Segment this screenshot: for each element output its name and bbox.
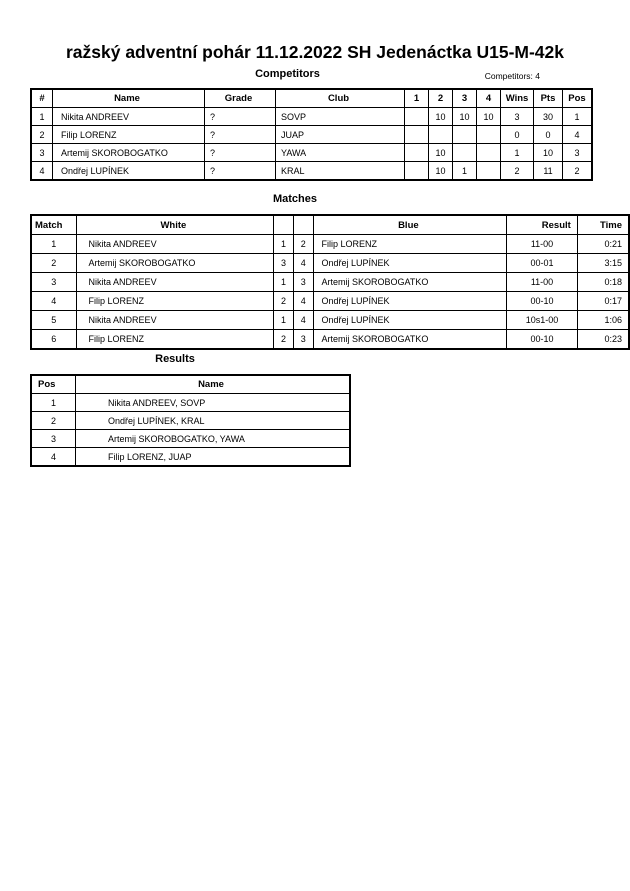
cell-name: Filip LORENZ, JUAP	[76, 448, 351, 467]
cell-seed-blue: 3	[293, 330, 313, 350]
table-row	[31, 292, 629, 311]
cell-name: Ondřej LUPÍNEK	[53, 162, 205, 181]
cell-name: Artemij SKOROBOGATKO	[53, 144, 205, 162]
results-table-head	[31, 375, 350, 394]
cell-match: 6	[31, 330, 76, 350]
cell-pts: 0	[534, 126, 563, 144]
cell-blue: Artemij SKOROBOGATKO	[313, 273, 507, 292]
cell-result: 00-01	[507, 254, 578, 273]
column-header-opp-2: 2	[429, 89, 453, 108]
cell-pts: 11	[534, 162, 563, 181]
column-header-pos: Pos	[31, 375, 76, 394]
column-header-seed-white	[274, 215, 294, 235]
cell-number: 4	[31, 162, 53, 181]
cell-opp-2: 10	[429, 144, 453, 162]
table-row	[31, 430, 350, 448]
cell-blue: Ondřej LUPÍNEK	[313, 292, 507, 311]
cell-result: 00-10	[507, 292, 578, 311]
cell-time: 0:18	[577, 273, 629, 292]
cell-grade: ?	[205, 108, 276, 126]
cell-seed-blue: 2	[293, 235, 313, 254]
competitors-count-label: Competitors: 4	[484, 71, 540, 81]
cell-white: Nikita ANDREEV	[76, 235, 274, 254]
cell-opp-3	[453, 126, 477, 144]
cell-match: 5	[31, 311, 76, 330]
cell-number: 2	[31, 126, 53, 144]
cell-pos: 1	[563, 108, 593, 126]
results-section-heading: Results	[155, 353, 195, 365]
cell-blue: Ondřej LUPÍNEK	[313, 311, 507, 330]
cell-result: 00-10	[507, 330, 578, 350]
table-header-row	[31, 89, 592, 108]
matches-table-head	[31, 215, 629, 235]
cell-opp-4	[477, 126, 501, 144]
results-table-body	[31, 394, 350, 467]
cell-opp-1	[405, 126, 429, 144]
matches-table-body	[31, 235, 629, 350]
column-header-seed-blue	[293, 215, 313, 235]
cell-match: 3	[31, 273, 76, 292]
cell-seed-white: 2	[274, 292, 294, 311]
column-header-opp-1: 1	[405, 89, 429, 108]
cell-club: KRAL	[276, 162, 405, 181]
cell-pts: 30	[534, 108, 563, 126]
cell-opp-1	[405, 108, 429, 126]
cell-pos: 4	[563, 126, 593, 144]
cell-name: Artemij SKOROBOGATKO, YAWA	[76, 430, 351, 448]
table-row	[31, 108, 592, 126]
column-header-opp-4: 4	[477, 89, 501, 108]
cell-grade: ?	[205, 126, 276, 144]
cell-club: SOVP	[276, 108, 405, 126]
cell-white: Nikita ANDREEV	[76, 273, 274, 292]
cell-pts: 10	[534, 144, 563, 162]
column-header-number: #	[31, 89, 53, 108]
table-row	[31, 235, 629, 254]
cell-blue: Artemij SKOROBOGATKO	[313, 330, 507, 350]
table-row	[31, 273, 629, 292]
cell-number: 3	[31, 144, 53, 162]
table-row	[31, 394, 350, 412]
column-header-wins: Wins	[501, 89, 534, 108]
cell-blue: Ondřej LUPÍNEK	[313, 254, 507, 273]
cell-grade: ?	[205, 144, 276, 162]
cell-pos: 1	[31, 394, 76, 412]
column-header-result: Result	[507, 215, 578, 235]
cell-time: 1:06	[577, 311, 629, 330]
cell-opp-3	[453, 144, 477, 162]
cell-grade: ?	[205, 162, 276, 181]
table-row	[31, 412, 350, 430]
table-row	[31, 448, 350, 467]
competitors-section-heading: Competitors	[255, 68, 320, 80]
competitors-table-head	[31, 89, 592, 108]
cell-opp-4: 10	[477, 108, 501, 126]
cell-match: 2	[31, 254, 76, 273]
cell-pos: 3	[563, 144, 593, 162]
cell-club: YAWA	[276, 144, 405, 162]
cell-seed-blue: 4	[293, 254, 313, 273]
cell-time: 3:15	[577, 254, 629, 273]
cell-result: 10s1-00	[507, 311, 578, 330]
cell-opp-1	[405, 144, 429, 162]
cell-name: Ondřej LUPÍNEK, KRAL	[76, 412, 351, 430]
column-header-pts: Pts	[534, 89, 563, 108]
cell-opp-2: 10	[429, 162, 453, 181]
cell-name: Nikita ANDREEV, SOVP	[76, 394, 351, 412]
table-row	[31, 311, 629, 330]
cell-opp-3: 10	[453, 108, 477, 126]
cell-seed-white: 1	[274, 273, 294, 292]
column-header-grade: Grade	[205, 89, 276, 108]
cell-pos: 3	[31, 430, 76, 448]
column-header-club: Club	[276, 89, 405, 108]
column-header-white: White	[76, 215, 274, 235]
cell-time: 0:21	[577, 235, 629, 254]
cell-pos: 4	[31, 448, 76, 467]
page-title: ražský adventní pohár 11.12.2022 SH Jedenáctka U15-M-42k	[65, 42, 565, 62]
table-row	[31, 126, 592, 144]
cell-wins: 0	[501, 126, 534, 144]
column-header-time: Time	[577, 215, 629, 235]
column-header-pos: Pos	[563, 89, 593, 108]
cell-seed-white: 2	[274, 330, 294, 350]
cell-time: 0:17	[577, 292, 629, 311]
cell-club: JUAP	[276, 126, 405, 144]
table-row	[31, 330, 629, 350]
cell-match: 4	[31, 292, 76, 311]
results-table	[30, 374, 351, 467]
cell-seed-white: 3	[274, 254, 294, 273]
cell-pos: 2	[31, 412, 76, 430]
column-header-name: Name	[76, 375, 351, 394]
cell-opp-2	[429, 126, 453, 144]
competitors-table-body	[31, 108, 592, 181]
matches-table	[30, 214, 630, 350]
cell-blue: Filip LORENZ	[313, 235, 507, 254]
cell-opp-4	[477, 144, 501, 162]
cell-result: 11-00	[507, 273, 578, 292]
column-header-blue: Blue	[313, 215, 507, 235]
cell-white: Artemij SKOROBOGATKO	[76, 254, 274, 273]
cell-opp-4	[477, 162, 501, 181]
column-header-match: Match	[31, 215, 76, 235]
cell-opp-3: 1	[453, 162, 477, 181]
cell-seed-white: 1	[274, 311, 294, 330]
table-header-row	[31, 375, 350, 394]
cell-seed-blue: 3	[293, 273, 313, 292]
cell-white: Filip LORENZ	[76, 330, 274, 350]
cell-seed-blue: 4	[293, 292, 313, 311]
cell-name: Filip LORENZ	[53, 126, 205, 144]
table-row	[31, 144, 592, 162]
column-header-opp-3: 3	[453, 89, 477, 108]
cell-result: 11-00	[507, 235, 578, 254]
cell-wins: 2	[501, 162, 534, 181]
cell-seed-white: 1	[274, 235, 294, 254]
cell-number: 1	[31, 108, 53, 126]
cell-pos: 2	[563, 162, 593, 181]
column-header-name: Name	[53, 89, 205, 108]
table-header-row	[31, 215, 629, 235]
matches-section-heading: Matches	[272, 193, 318, 205]
table-row	[31, 254, 629, 273]
cell-name: Nikita ANDREEV	[53, 108, 205, 126]
cell-match: 1	[31, 235, 76, 254]
cell-wins: 1	[501, 144, 534, 162]
cell-seed-blue: 4	[293, 311, 313, 330]
table-row	[31, 162, 592, 181]
competitors-table	[30, 88, 593, 181]
cell-white: Nikita ANDREEV	[76, 311, 274, 330]
cell-time: 0:23	[577, 330, 629, 350]
cell-opp-1	[405, 162, 429, 181]
cell-wins: 3	[501, 108, 534, 126]
cell-opp-2: 10	[429, 108, 453, 126]
cell-white: Filip LORENZ	[76, 292, 274, 311]
